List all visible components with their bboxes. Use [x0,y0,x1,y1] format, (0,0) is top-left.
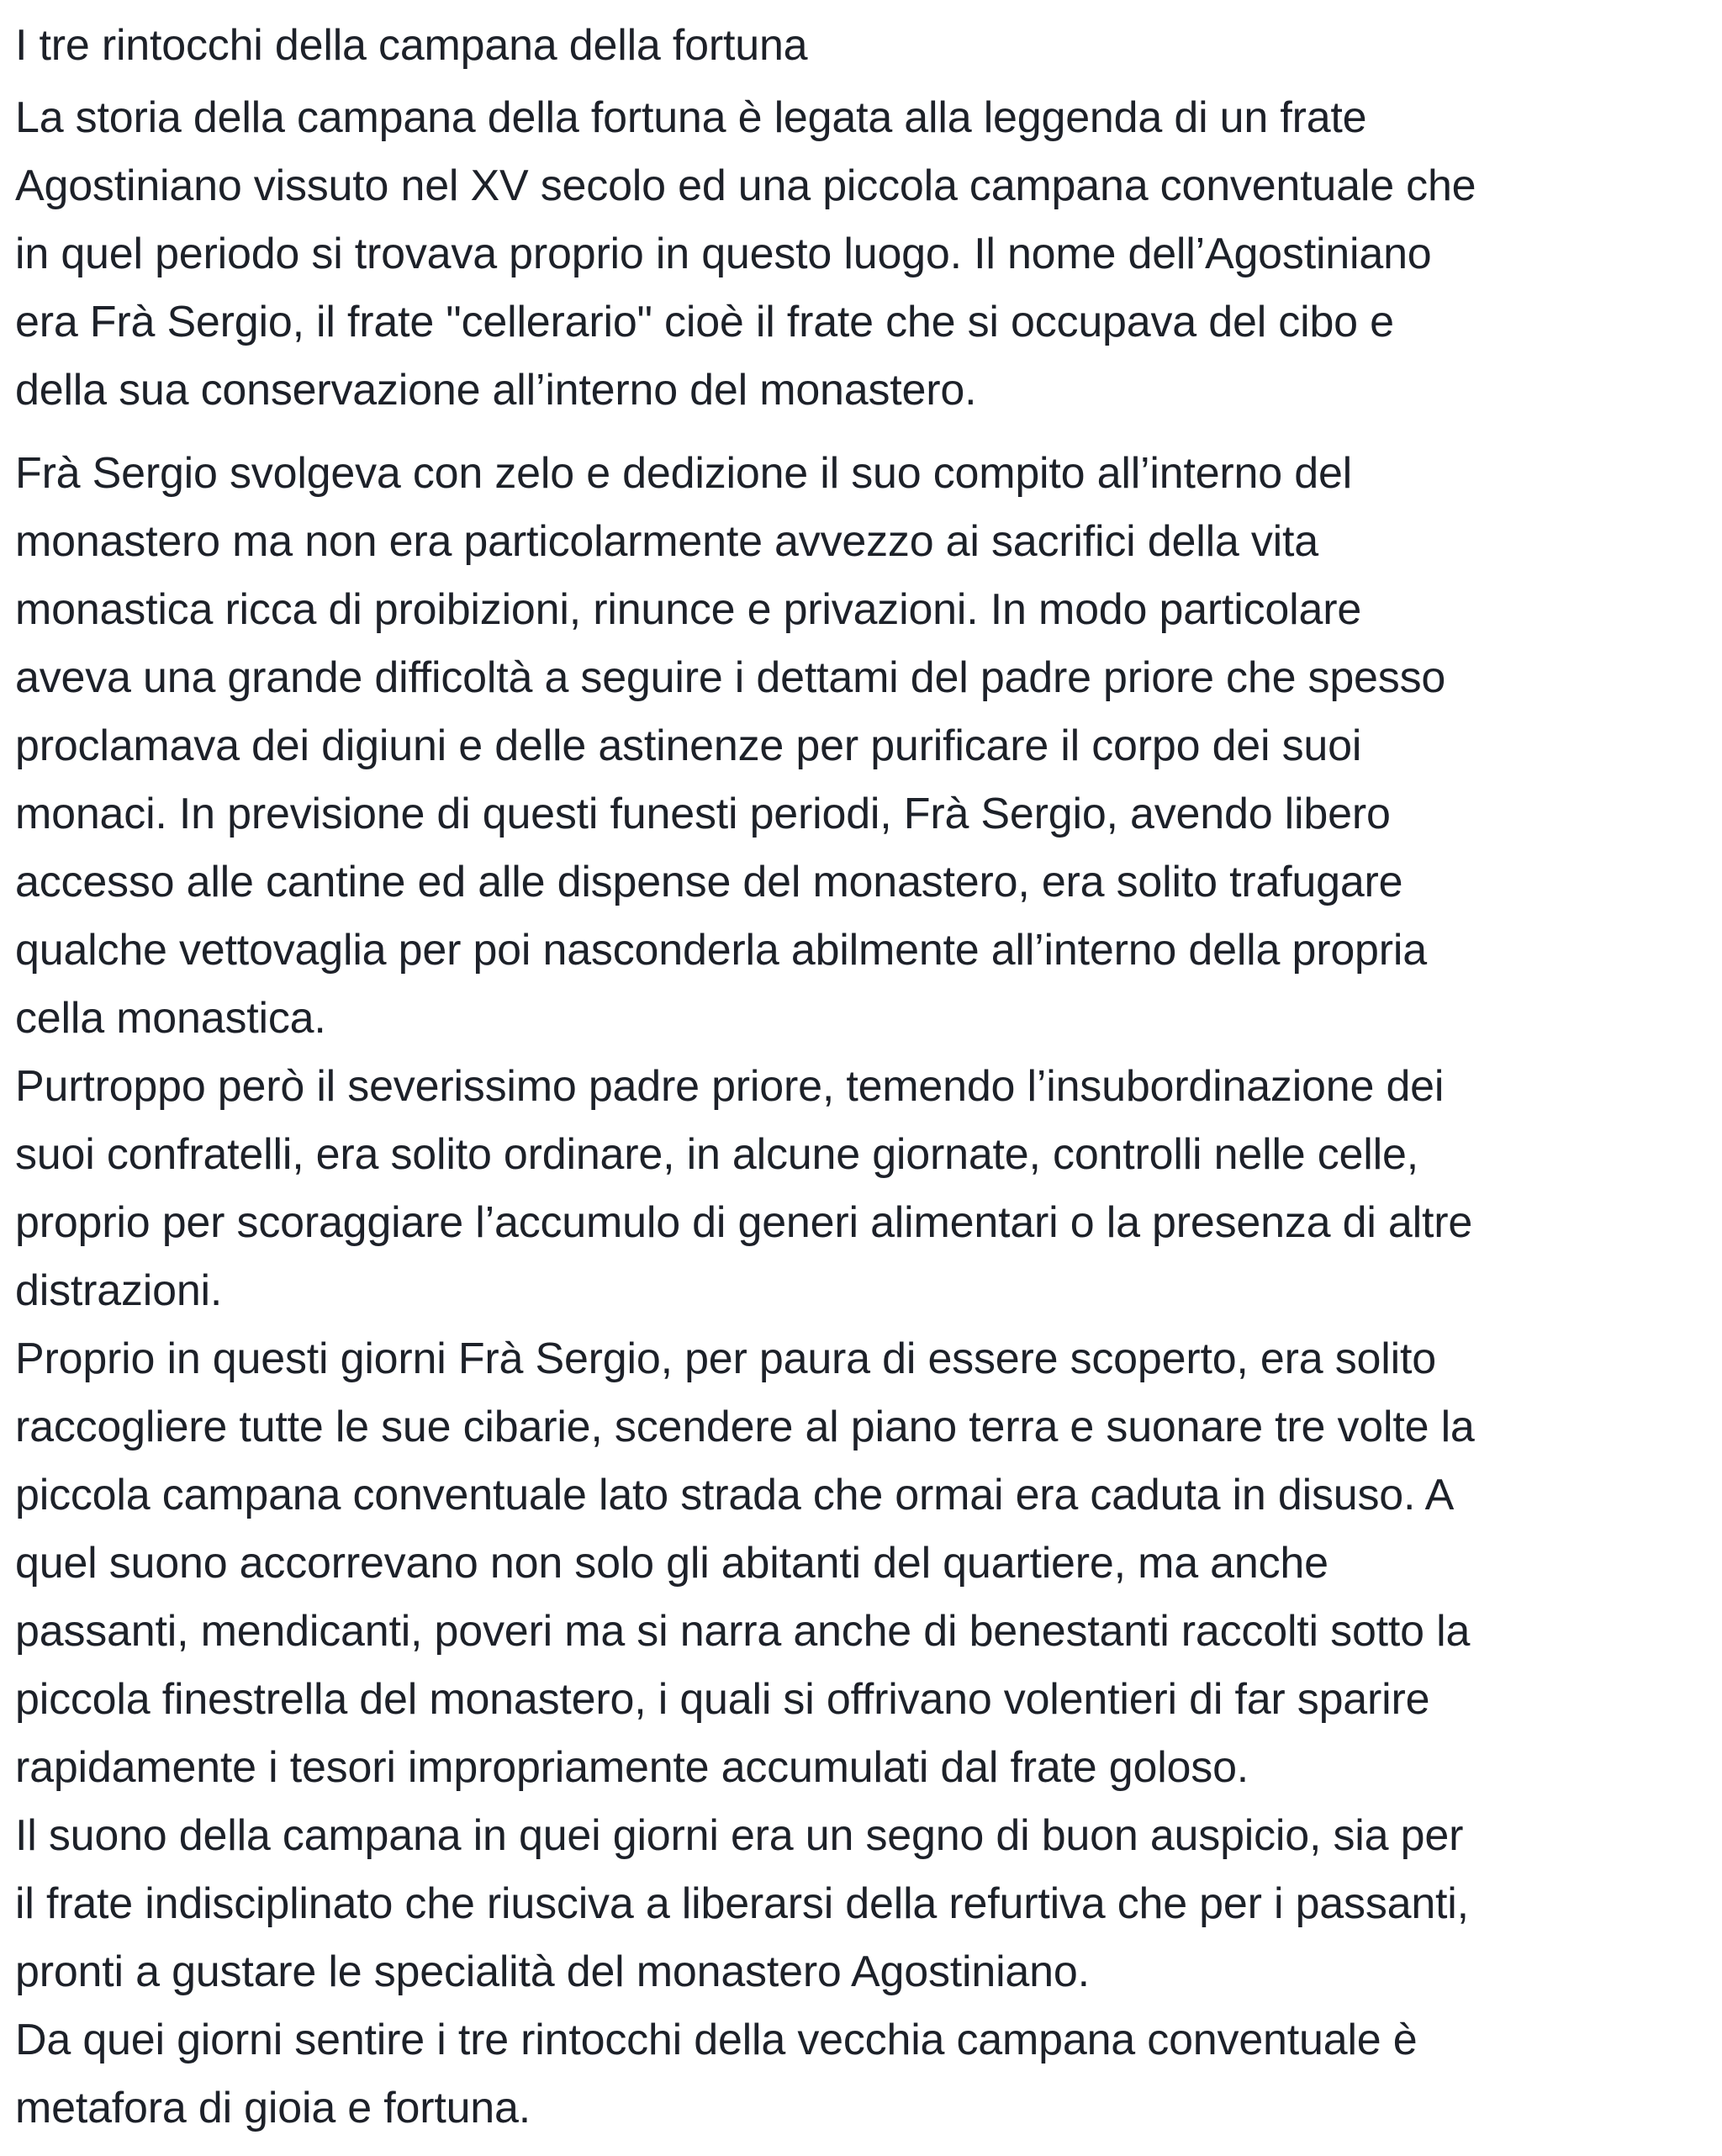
text-line: rapidamente i tesori impropriamente accumulati dal frate goloso. [15,1743,1249,1792]
text-line: Frà Sergio svolgeva con zelo e dedizione il suo compito all’interno del [15,449,1353,498]
text-line: monastero ma non era particolarmente avvezzo ai sacrifici della vita [15,517,1319,566]
text-line: accesso alle cantine ed alle dispense del monastero, era solito trafugare [15,858,1403,906]
text-line: proclamava dei digiuni e delle astinenze per purificare il corpo dei suoi [15,721,1362,770]
text-line: monastica ricca di proibizioni, rinunce e privazioni. In modo particolare [15,585,1362,634]
text-line: piccola finestrella del monastero, i quali si offrivano volentieri di far sparire [15,1675,1430,1724]
page-title: I tre rintocchi della campana della fortuna [15,21,808,70]
text-line: Da quei giorni sentire i tre rintocchi della vecchia campana conventuale è [15,2016,1418,2064]
text-line: metafora di gioia e fortuna. [15,2084,531,2132]
text-line: cella monastica. [15,994,326,1043]
text-line: monaci. In previsione di questi funesti periodi, Frà Sergio, avendo libero [15,790,1391,838]
text-line: il frate indisciplinato che riusciva a liberarsi della refurtiva che per i passanti, [15,1879,1469,1928]
text-line: piccola campana conventuale lato strada che ormai era caduta in disuso. A [15,1471,1455,1519]
text-line: distrazioni. [15,1266,223,1315]
text-line: in quel periodo si trovava proprio in questo luogo. Il nome dell’Agostiniano [15,230,1432,278]
text-line: Purtroppo però il severissimo padre priore, temendo l’insubordinazione dei [15,1062,1445,1111]
text-line: Proprio in questi giorni Frà Sergio, per paura di essere scoperto, era solito [15,1334,1436,1383]
text-line: suoi confratelli, era solito ordinare, in alcune giornate, controlli nelle celle, [15,1130,1418,1179]
paragraph-6 [15,2006,1712,2143]
text-line: era Frà Sergio, il frate "cellerario" cioè il frate che si occupava del cibo e [15,298,1394,346]
text-line: raccogliere tutte le sue cibarie, scendere al piano terra e suonare tre volte la [15,1403,1475,1451]
paragraph-4 [15,1325,1712,1802]
text-line: Agostiniano vissuto nel XV secolo ed una piccola campana conventuale che [15,161,1476,210]
paragraph-2 [15,440,1712,1053]
text-line: quel suono accorrevano non solo gli abitanti del quartiere, ma anche [15,1539,1328,1588]
paragraph-5 [15,1802,1712,2006]
paragraph-3 [15,1053,1712,1325]
text-line: qualche vettovaglia per poi nasconderla abilmente all’interno della propria [15,926,1427,975]
text-line: La storia della campana della fortuna è legata alla leggenda di un frate [15,93,1367,142]
text-line: passanti, mendicanti, poveri ma si narra anche di benestanti raccolti sotto la [15,1607,1471,1656]
text-line: della sua conservazione all’interno del monastero. [15,366,977,415]
text-line: proprio per scoraggiare l’accumulo di generi alimentari o la presenza di altre [15,1198,1473,1247]
text-line: aveva una grande difficoltà a seguire i dettami del padre priore che spesso [15,653,1446,702]
text-line: pronti a gustare le specialità del monastero Agostiniano. [15,1947,1090,1996]
paragraph-1 [15,84,1712,425]
text-line: Il suono della campana in quei giorni era un segno di buon auspicio, sia per [15,1811,1464,1860]
